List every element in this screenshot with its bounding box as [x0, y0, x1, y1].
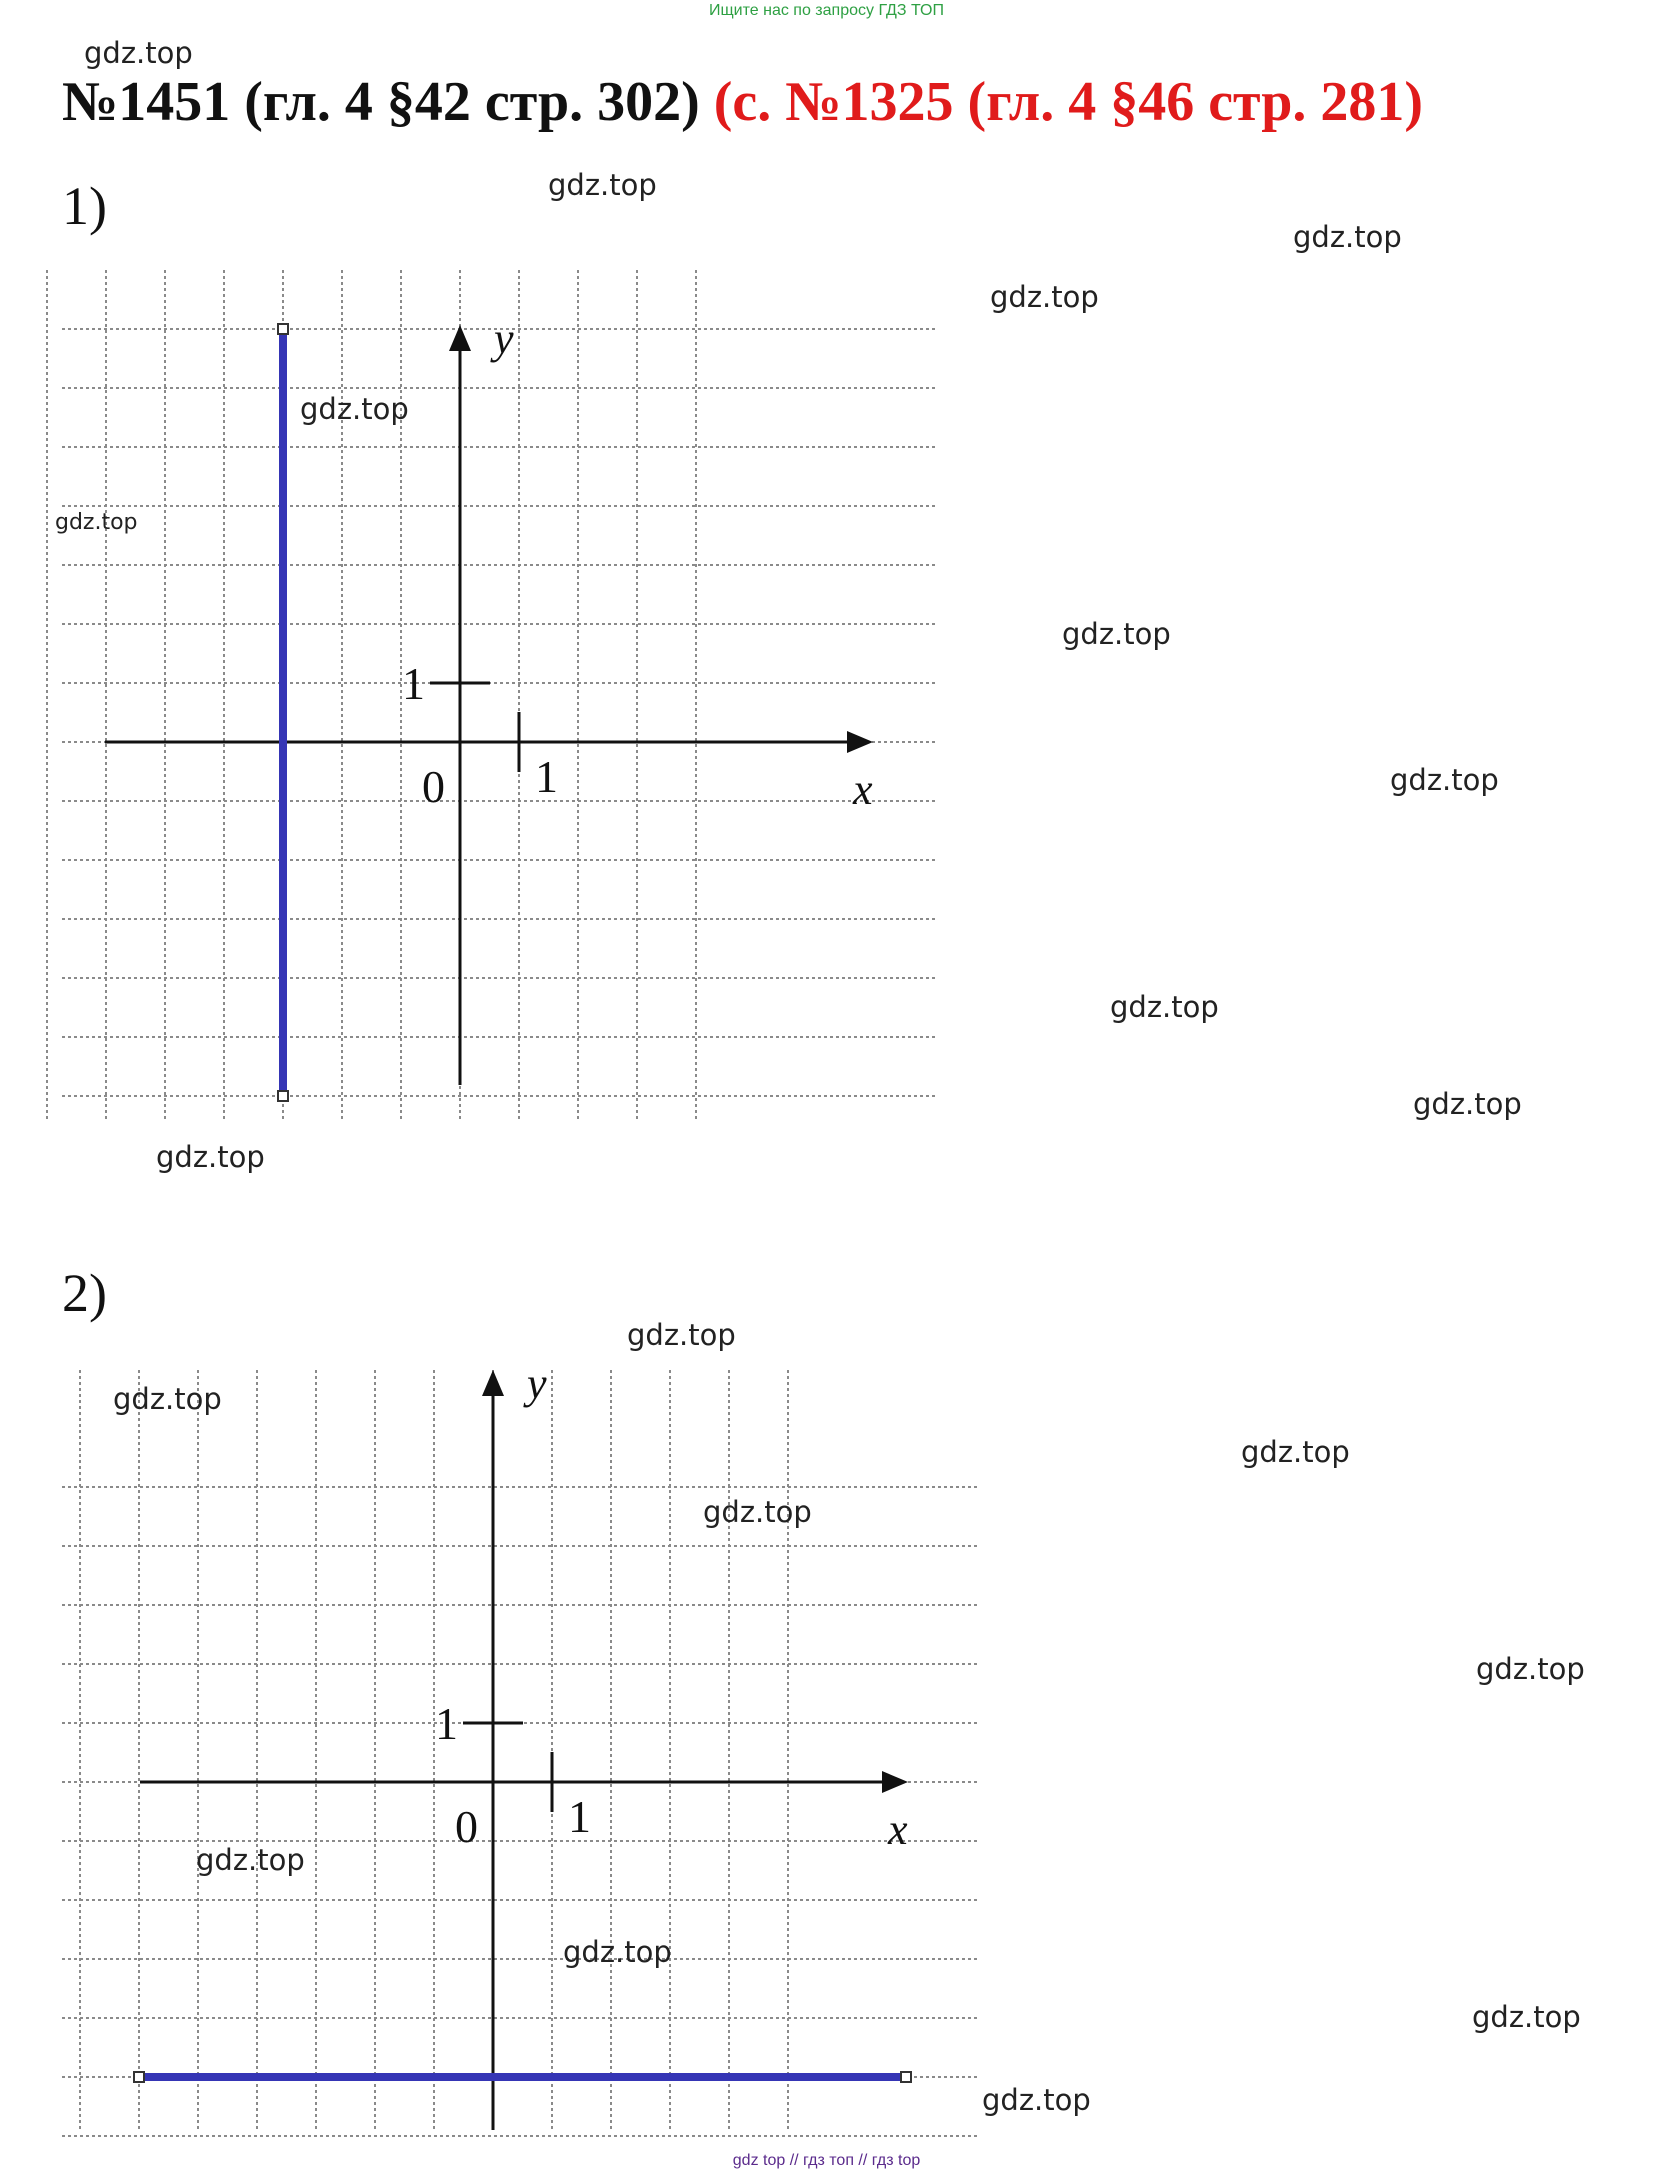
segment-1-endpoint-bottom	[278, 1091, 288, 1101]
top-note: Ищите нас по запросу ГДЗ ТОП	[709, 2, 944, 19]
watermark: gdz.top	[548, 168, 657, 202]
watermark: gdz.top	[1390, 763, 1499, 797]
x-unit-label-2: 1	[568, 1791, 591, 1842]
y-unit-label-1: 1	[402, 658, 425, 709]
watermark: gdz.top	[1472, 2000, 1581, 2034]
page-title	[62, 70, 1423, 134]
watermark: gdz.top	[156, 1140, 265, 1174]
watermark: gdz.top	[1062, 617, 1171, 651]
watermark: gdz.top	[627, 1318, 736, 1352]
y-unit-label-2: 1	[435, 1698, 458, 1749]
x-axis-arrow-1	[847, 731, 873, 753]
watermark: gdz.top	[55, 510, 138, 535]
segment-2-endpoint-left	[134, 2072, 144, 2082]
watermark: gdz.top	[84, 36, 193, 70]
y-axis-arrow-2	[482, 1370, 504, 1396]
part-2-label: 2)	[62, 1263, 107, 1323]
watermark: gdz.top	[1413, 1087, 1522, 1121]
watermark: gdz.top	[703, 1495, 812, 1529]
segment-1-endpoint-top	[278, 324, 288, 334]
bottom-note: gdz top // гдз топ // гдз top	[732, 2152, 921, 2169]
coordinate-plane-1	[0, 250, 900, 1210]
x-axis-label-1: x	[853, 765, 873, 814]
watermark: gdz.top	[300, 392, 409, 426]
segment-2-endpoint-right	[901, 2072, 911, 2082]
grid-2	[62, 1370, 980, 2136]
watermark: gdz.top	[113, 1382, 222, 1416]
y-axis-label-2: y	[527, 1359, 547, 1408]
watermark: gdz.top	[1476, 1652, 1585, 1686]
grid-1	[47, 270, 935, 1120]
watermark: gdz.top	[563, 1935, 672, 1969]
title-main: №1451 (гл. 4 §42 стр. 302)	[62, 71, 700, 133]
part-1-label: 1)	[62, 176, 107, 236]
origin-label-2: 0	[455, 1801, 478, 1852]
x-axis-label-2: x	[888, 1805, 908, 1854]
watermark: gdz.top	[196, 1843, 305, 1877]
x-unit-label-1: 1	[535, 751, 558, 802]
watermark: gdz.top	[1293, 220, 1402, 254]
coordinate-plane-2	[0, 1330, 1000, 2130]
y-axis-label-1: y	[494, 314, 514, 363]
watermark: gdz.top	[982, 2083, 1091, 2117]
watermark: gdz.top	[1110, 990, 1219, 1024]
watermark: gdz.top	[1241, 1435, 1350, 1469]
origin-label-1: 0	[422, 761, 445, 812]
title-secondary: (с. №1325 (гл. 4 §46 стр. 281)	[713, 71, 1424, 133]
x-axis-arrow-2	[882, 1771, 908, 1793]
watermark: gdz.top	[990, 280, 1099, 314]
